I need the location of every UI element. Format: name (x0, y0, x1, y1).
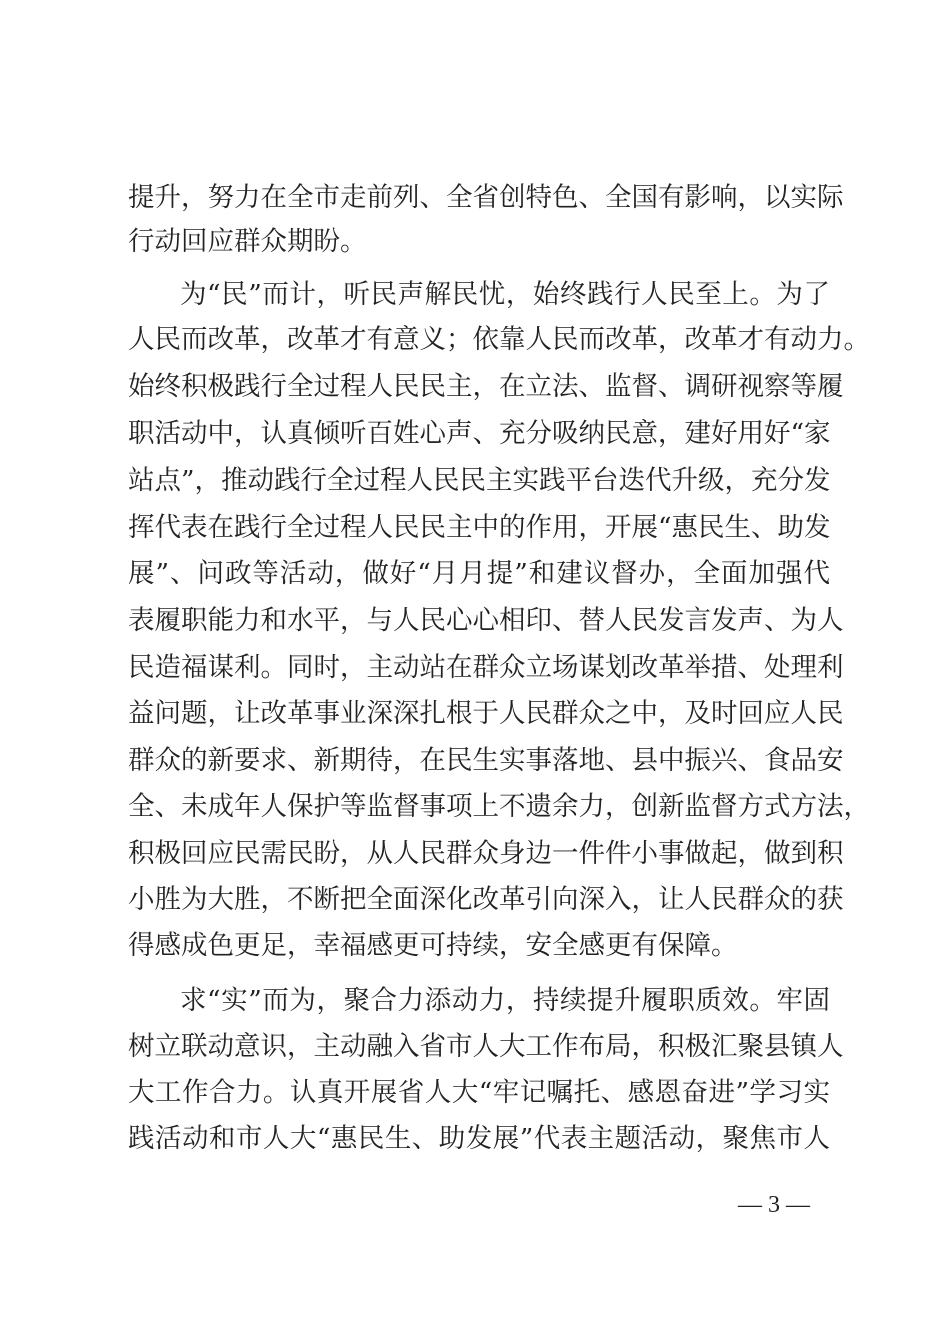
text-line: 站点”，推动践行全过程人民民主实践平台迭代升级，充分发 (128, 465, 831, 496)
text-line: 行动回应群众期盼。 (128, 226, 367, 257)
text-line: 践活动和市人大“惠民生、助发展”代表主题活动，聚焦市人 (128, 1123, 830, 1154)
text-line: 群众的新要求、新期待，在民生实事落地、县中振兴、食品安 (128, 745, 844, 776)
text-line: 人民而改革，改革才有意义；依靠人民而改革，改革才有动力。 (128, 324, 870, 355)
text-line: 树立联动意识，主动融入省市人大工作布局，积极汇聚县镇人 (128, 1031, 844, 1062)
text-line: 职活动中，认真倾听百姓心声、充分吸纳民意，建好用好“家 (128, 418, 831, 449)
text-line: 益问题，让改革事业深深扎根于人民群众之中，及时回应人民 (128, 698, 844, 729)
text-line: 提升，努力在全市走前列、全省创特色、全国有影响，以实际 (128, 182, 844, 213)
paragraph-start-line: 求“实”而为，聚合力添动力，持续提升履职质效。牢固 (180, 985, 830, 1016)
text-line: 全、未成年人保护等监督事项上不遗余力，创新监督方式方法， (128, 791, 870, 822)
paragraph-start-line: 为“民”而计，听民声解民忧，始终践行人民至上。为了 (180, 279, 830, 310)
text-line: 挥代表在践行全过程人民民主中的作用，开展“惠民生、助发 (128, 512, 831, 543)
text-line: 表履职能力和水平，与人民心心相印、替人民发言发声、为人 (128, 605, 844, 636)
page-number: — 3 — (738, 1192, 810, 1218)
text-line: 始终积极践行全过程人民民主，在立法、监督、调研视察等履 (128, 371, 844, 402)
text-line: 大工作合力。认真开展省人大“牢记嘱托、感恩奋进”学习实 (128, 1077, 830, 1108)
text-line: 民造福谋利。同时，主动站在群众立场谋划改革举措、处理利 (128, 652, 844, 683)
text-line: 展”、问政等活动，做好“月月提”和建议督办，全面加强代 (128, 558, 830, 589)
text-line: 得感成色更足，幸福感更可持续，安全感更有保障。 (128, 930, 738, 961)
text-line: 积极回应民需民盼，从人民群众身边一件件小事做起，做到积 (128, 838, 844, 869)
text-line: 小胜为大胜，不断把全面深化改革引向深入，让人民群众的获 (128, 884, 844, 915)
